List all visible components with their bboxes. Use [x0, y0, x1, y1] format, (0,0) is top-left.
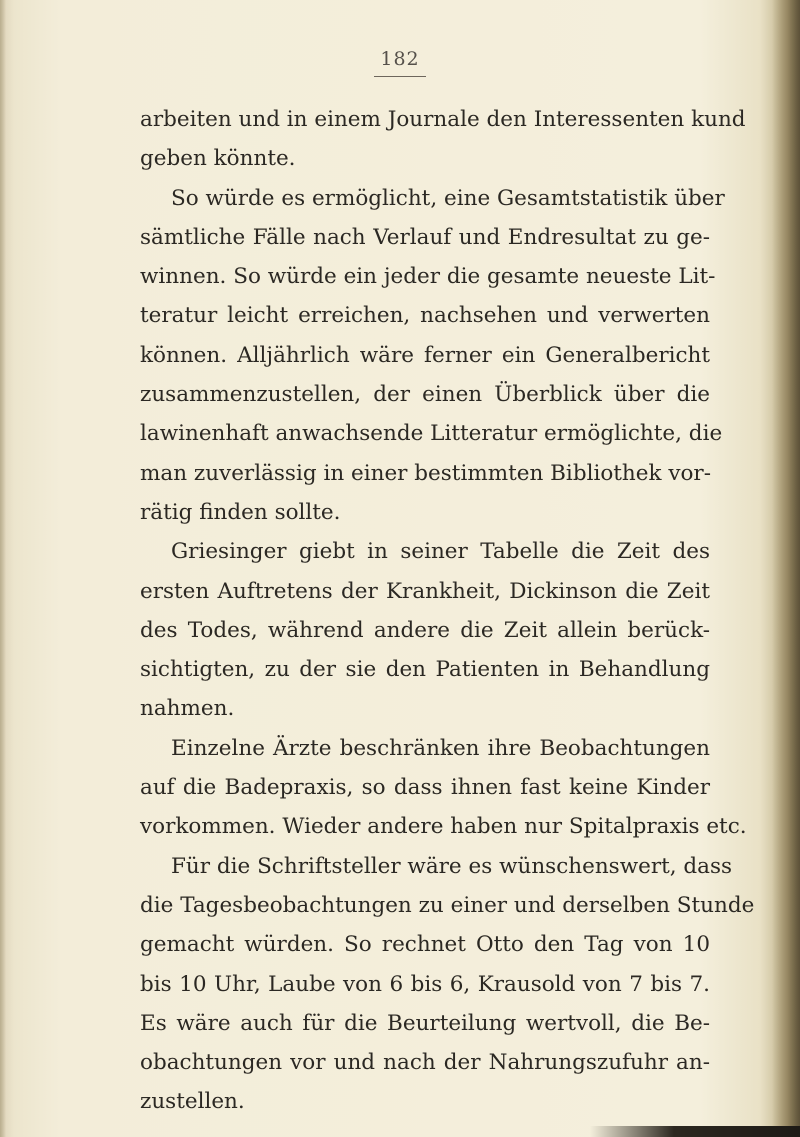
text-line: können. Alljährlich wäre ferner ein Generalbericht	[140, 342, 710, 368]
text-line: arbeiten und in einem Journale den Interessenten kund	[140, 107, 746, 132]
text-line: ersten Auftretens der Krankheit, Dickinson die Zeit	[140, 578, 710, 604]
text-line: sämtliche Fälle nach Verlauf und Endresultat zu ge-	[140, 224, 710, 250]
text-line: bis 10 Uhr, Laube von 6 bis 6, Krausold von 7 bis 7.	[140, 971, 710, 997]
text-line: obachtungen vor und nach der Nahrungszufuhr an-	[140, 1050, 710, 1076]
text-line: des Todes, während andere die Zeit allein berück-	[140, 617, 710, 643]
binding-shadow	[772, 0, 800, 1137]
text-line: die Tagesbeobachtungen zu einer und derselben Stunde	[140, 892, 755, 918]
text-line: winnen. So würde ein jeder die gesamte neueste Lit-	[140, 264, 716, 290]
text-line: teratur leicht erreichen, nachsehen und verwerten	[140, 303, 710, 329]
text-line: rätig finden sollte.	[140, 499, 341, 525]
page-number: 182	[370, 48, 430, 77]
text-line: zustellen.	[140, 1089, 245, 1115]
body-text	[140, 100, 755, 1122]
text-line: zusammenzustellen, der einen Überblick über die	[140, 382, 710, 408]
paragraph-start-line: Für die Schriftsteller wäre es wünschenswert, dass	[171, 853, 733, 879]
text-line: gemacht würden. So rechnet Otto den Tag von 10	[140, 932, 710, 958]
page-left-edge	[0, 0, 6, 1137]
text-line: geben könnte.	[140, 146, 296, 172]
text-line: man zuverlässig in einer bestimmten Bibliothek vor-	[140, 460, 711, 486]
text-line: vorkommen. Wieder andere haben nur Spitalpraxis etc.	[140, 814, 747, 840]
text-line: sichtigten, zu der sie den Patienten in Behandlung	[140, 657, 710, 683]
text-line: auf die Badepraxis, so dass ihnen fast keine Kinder	[140, 775, 710, 801]
paragraph-start-line: Griesinger giebt in seiner Tabelle die Zeit des	[171, 539, 710, 565]
paragraph-start-line: So würde es ermöglicht, eine Gesamtstatistik über	[171, 185, 725, 211]
text-line: nahmen.	[140, 696, 235, 722]
bottom-edge-shadow	[590, 1126, 800, 1137]
text-line: Es wäre auch für die Beurteilung wertvoll, die Be-	[140, 1010, 710, 1036]
paragraph-start-line: Einzelne Ärzte beschränken ihre Beobachtungen	[171, 735, 710, 761]
text-line: lawinenhaft anwachsende Litteratur ermöglichte, die	[140, 421, 723, 447]
